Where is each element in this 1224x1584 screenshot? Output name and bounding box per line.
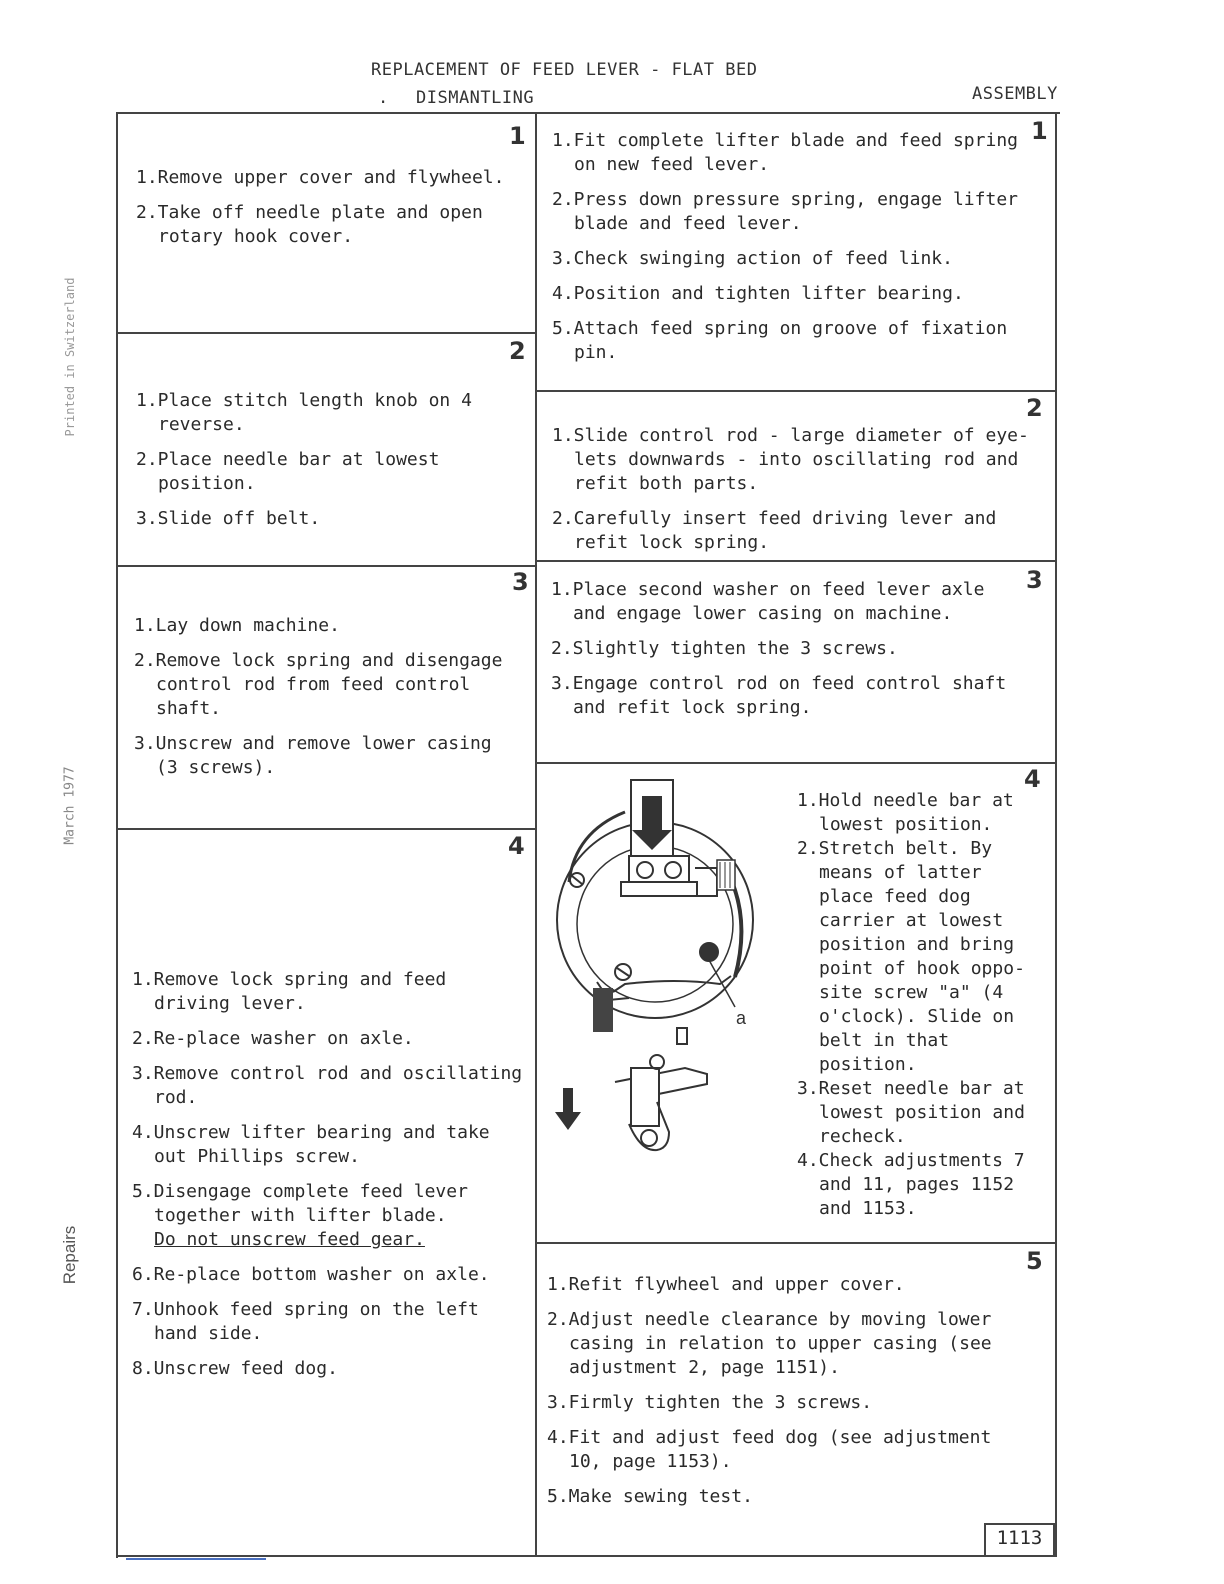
dot-mark: . xyxy=(378,88,389,108)
dismantling-step-number-3: 3 xyxy=(512,568,529,596)
feed-mechanism-diagram xyxy=(545,772,785,1172)
assembly-divider-1 xyxy=(535,390,1057,392)
right-border xyxy=(1055,114,1057,1556)
assembly-step-number-2: 2 xyxy=(1026,394,1043,422)
list-item: 4.Check adjustments 7 and 11, pages 1152 and 1153. xyxy=(797,1150,1036,1219)
list-item: 1.Refit flywheel and upper cover. xyxy=(547,1274,905,1295)
dismantling-step-number-4: 4 xyxy=(508,832,525,860)
header-rule xyxy=(116,112,1060,114)
list-item: 3.Engage control rod on feed control shaft and refit lock spring. xyxy=(551,673,1017,718)
assembly-step-number-1: 1 xyxy=(1031,117,1048,145)
margin-section-text: Repairs xyxy=(60,1225,79,1285)
page-title: REPLACEMENT OF FEED LEVER - FLAT BED xyxy=(371,60,758,80)
list-item: 3.Slide off belt. xyxy=(136,508,321,529)
list-item: 3.Reset needle bar at lowest position and recheck. xyxy=(797,1078,1036,1147)
list-item: 1.Remove upper cover and flywheel. xyxy=(136,167,505,188)
list-item: 1.Lay down machine. xyxy=(134,615,340,636)
list-item: 2.Adjust needle clearance by moving lower casing in relation to upper casing (see adjustment 2, page 1151). xyxy=(547,1309,1003,1378)
list-item: 5.Disengage complete feed lever together with lifter blade. xyxy=(132,1181,479,1226)
assembly-step-number-3: 3 xyxy=(1026,566,1043,594)
assembly-step-number-4: 4 xyxy=(1024,765,1041,793)
assembly-list-4 xyxy=(797,789,1035,1221)
list-item: 2.Take off needle plate and open rotary hook cover. xyxy=(136,202,494,247)
assembly-list-5 xyxy=(547,1273,1017,1520)
bottom-rule xyxy=(116,1555,1057,1557)
list-item: 5.Make sewing test. xyxy=(547,1486,753,1507)
list-item: 2.Re-place washer on axle. xyxy=(132,1028,414,1049)
dismantling-list-2 xyxy=(136,389,506,542)
dismantling-divider-3 xyxy=(116,828,537,830)
list-item: 1.Place stitch length knob on 4 reverse. xyxy=(136,390,483,435)
list-item: 3.Unscrew and remove lower casing (3 screws). xyxy=(134,733,503,778)
feed-lever xyxy=(615,1068,707,1098)
list-item: 5.Attach feed spring on groove of fixation pin. xyxy=(552,318,1018,363)
list-item: 1.Hold needle bar at lowest position. xyxy=(797,790,1025,835)
page-number: 1113 xyxy=(984,1523,1055,1556)
assembly-step-number-5: 5 xyxy=(1026,1247,1043,1275)
list-item: 1.Fit complete lifter blade and feed spring on new feed lever. xyxy=(552,130,1029,175)
feed-carrier xyxy=(613,976,731,992)
blue-mark xyxy=(126,1558,266,1560)
list-item: 1.Place second washer on feed lever axle and engage lower casing on machine. xyxy=(551,579,996,624)
note-item: Do not unscrew feed gear. xyxy=(154,1229,425,1250)
list-item: 3.Remove control rod and oscillating rod. xyxy=(132,1063,533,1108)
screw-a xyxy=(700,943,718,961)
dark-block xyxy=(593,988,613,1032)
assembly-list-1 xyxy=(552,129,1030,376)
list-item: 2.Slightly tighten the 3 screws. xyxy=(551,638,898,659)
dismantling-heading: DISMANTLING xyxy=(416,88,535,108)
list-item: 2.Stretch belt. By means of latter place feed dog carrier at lowest position and bring point of hook oppo-site screw "a" (4 o'clock). Slide on belt in that position. xyxy=(797,838,1025,1075)
assembly-heading: ASSEMBLY xyxy=(972,84,1058,104)
list-item: 2.Place needle bar at lowest position. xyxy=(136,449,451,494)
list-item: 3.Check swinging action of feed link. xyxy=(552,248,953,269)
dismantling-divider-1 xyxy=(116,332,537,334)
list-item: 4.Fit and adjust feed dog (see adjustment 10, page 1153). xyxy=(547,1427,1003,1472)
list-item: 1.Remove lock spring and feed driving lever. xyxy=(132,969,458,1014)
down-arrow-lever xyxy=(555,1088,581,1130)
list-item: 2.Remove lock spring and disengage control rod from feed control shaft. xyxy=(134,650,514,719)
assembly-divider-4 xyxy=(535,1242,1057,1244)
list-item: 8.Unscrew feed dog. xyxy=(132,1358,338,1379)
dismantling-step-number-1: 1 xyxy=(509,122,526,150)
dismantling-divider-2 xyxy=(116,565,537,567)
assembly-divider-3 xyxy=(535,762,1057,764)
figure-label-a: a xyxy=(736,1008,747,1028)
list-item: 3.Firmly tighten the 3 screws. xyxy=(547,1392,873,1413)
list-item: 7.Unhook feed spring on the left hand side. xyxy=(132,1299,490,1344)
list-item: 4.Position and tighten lifter bearing. xyxy=(552,283,964,304)
list-item: 2.Carefully insert feed driving lever and refit lock spring. xyxy=(552,508,1008,553)
assembly-list-3 xyxy=(551,578,1017,731)
dismantling-step-number-2: 2 xyxy=(509,337,526,365)
center-divider xyxy=(535,114,537,1556)
list-item: 1.Slide control rod - large diameter of eye-lets downwards - into oscillating rod and refit both parts. xyxy=(552,425,1030,494)
margin-printed-text: Printed in Switzerland xyxy=(63,277,77,437)
dismantling-list-3 xyxy=(134,614,514,791)
dismantling-list-4 xyxy=(132,968,533,1392)
margin-date-text: March 1977 xyxy=(62,766,78,845)
hook-point-arc xyxy=(730,877,741,977)
list-item: 6.Re-place bottom washer on axle. xyxy=(132,1264,490,1285)
left-border xyxy=(116,114,118,1558)
dismantling-list-1 xyxy=(136,166,526,260)
assembly-list-2 xyxy=(552,424,1044,566)
list-item: 4.Unscrew lifter bearing and take out Phillips screw. xyxy=(132,1122,501,1167)
list-item: 2.Press down pressure spring, engage lifter blade and feed lever. xyxy=(552,189,1029,234)
